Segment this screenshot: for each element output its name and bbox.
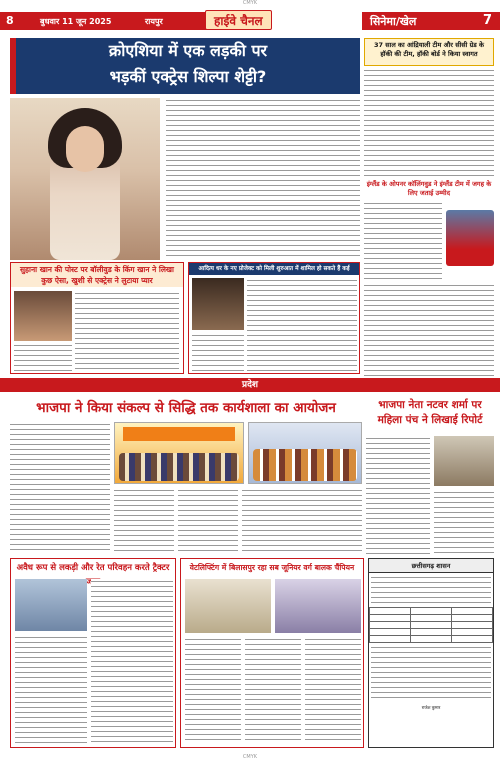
- issue-date: बुधवार 11 जून 2025: [40, 17, 112, 26]
- aditya-story-body-2: [192, 333, 244, 371]
- table-row: [370, 615, 493, 622]
- suhana-story-headline: सुहाना खान की पोस्ट पर बॉलीवुड के किंग खान ने लिखा कुछ ऐसा, खुशी से एक्ट्रेस ने लुटाया प्यार: [11, 263, 183, 287]
- registration-mark-bottom: CMYK: [242, 754, 258, 760]
- aditya-story-photo: [192, 278, 244, 330]
- notice-signature: राजेश कुमार: [421, 705, 441, 710]
- registration-mark-top: CMYK: [242, 0, 258, 6]
- lead-body-text: [166, 98, 360, 260]
- lead-headline-line1: क्रोएशिया में एक लड़की पर: [108, 41, 268, 60]
- natwar-story-headline: भाजपा नेता नटवर शर्मा पर महिला पंच ने लिखाई रिपोर्ट: [377, 399, 483, 426]
- bjp-story-body-col2: [114, 488, 174, 552]
- natwar-story-body: [366, 436, 430, 554]
- tractor-story-body-2: [15, 635, 87, 743]
- bjp-story-headline: भाजपा ने किया संकल्प से सिद्धि तक कार्यशाला का आयोजन: [36, 400, 336, 416]
- page-header: [0, 10, 500, 32]
- lead-headline: [10, 38, 360, 94]
- bjp-audience-crowd: [253, 449, 357, 481]
- lead-photo: [10, 98, 160, 260]
- bjp-workshop-banner: [123, 427, 235, 441]
- weightlifting-photo-1: [185, 579, 271, 633]
- right-story1-headline: 37 साल का आंद्रियाली टीम और सीसी ग्रेड के हॉकी की टीम, हॉकी बोर्ड ने किया स्वागत: [364, 38, 494, 66]
- section-band-pradesh: प्रदेश: [0, 378, 500, 392]
- bjp-audience-photo: [248, 422, 362, 484]
- suhana-story-body: [75, 291, 179, 371]
- tractor-story-photo: [15, 579, 87, 631]
- notice-title: छत्तीसगढ़ शासन: [369, 559, 493, 573]
- edition-city: रायपुर: [145, 17, 163, 26]
- notice-body: [369, 573, 493, 607]
- notice-body-2: [369, 643, 493, 703]
- aditya-story-body: [247, 278, 357, 372]
- suhana-story-box: [10, 262, 184, 374]
- suhana-story-photo: [14, 291, 72, 341]
- natwar-story-photo: [434, 436, 494, 486]
- bjp-story-body-col1: [10, 422, 110, 550]
- weightlifting-story-body-col3: [305, 637, 361, 743]
- aditya-story-box: [188, 262, 360, 374]
- tractor-story-box: [10, 558, 176, 748]
- newspaper-brand: हाईवे चैनल: [205, 10, 272, 30]
- weightlifting-story-headline: वेटलिफ्टिंग में बिलासपुर रहा सब जूनियर वर्ग बालक चैंपियन: [189, 563, 355, 572]
- weightlifting-story-body-col2: [245, 637, 301, 743]
- table-row: [370, 622, 493, 629]
- government-notice-box: [368, 558, 494, 748]
- bjp-story-body-col3: [178, 488, 238, 552]
- tractor-story-body: [91, 579, 173, 743]
- tractor-story-headline: अवैध रूप से लकड़ी और रेत परिवहन करते ट्रैक्टर: [16, 563, 170, 573]
- lead-photo-face: [66, 126, 104, 172]
- section-page-number: 7: [482, 13, 492, 28]
- page-number: 8: [6, 14, 14, 27]
- bjp-workshop-crowd: [119, 453, 239, 481]
- right-story1-body: [364, 68, 494, 176]
- section-name: सिनेमा/खेल: [370, 15, 417, 28]
- table-row: [370, 608, 493, 615]
- weightlifting-story-body-col1: [185, 637, 241, 743]
- table-row: [370, 629, 493, 636]
- notice-table: [369, 607, 493, 643]
- bjp-story-body-col4: [242, 488, 362, 552]
- aditya-story-headline: आदित्य धर के नए प्रोजेक्ट को मिली शुरुआत में शामिल हो सकते हैं कई: [189, 263, 359, 275]
- right-story2-body-continued: [364, 283, 494, 378]
- right-story2-body: [364, 201, 442, 281]
- header-right-bar: [362, 12, 500, 30]
- lead-headline-line2: भड़कीं एक्ट्रेस शिल्पा शेट्टी?: [109, 67, 267, 86]
- weightlifting-photo-2: [275, 579, 361, 633]
- natwar-story-body-2: [434, 490, 494, 554]
- bjp-workshop-photo: [114, 422, 244, 484]
- weightlifting-story-box: [180, 558, 364, 748]
- cricketer-photo: [446, 210, 494, 266]
- right-story2-headline: इंग्लैंड के ओपनर कॉलिंगवुड ने इंग्लैंड टीम में जगह के लिए जताई उम्मीद: [366, 180, 492, 197]
- suhana-story-body-2: [14, 343, 72, 371]
- table-row: [370, 636, 493, 643]
